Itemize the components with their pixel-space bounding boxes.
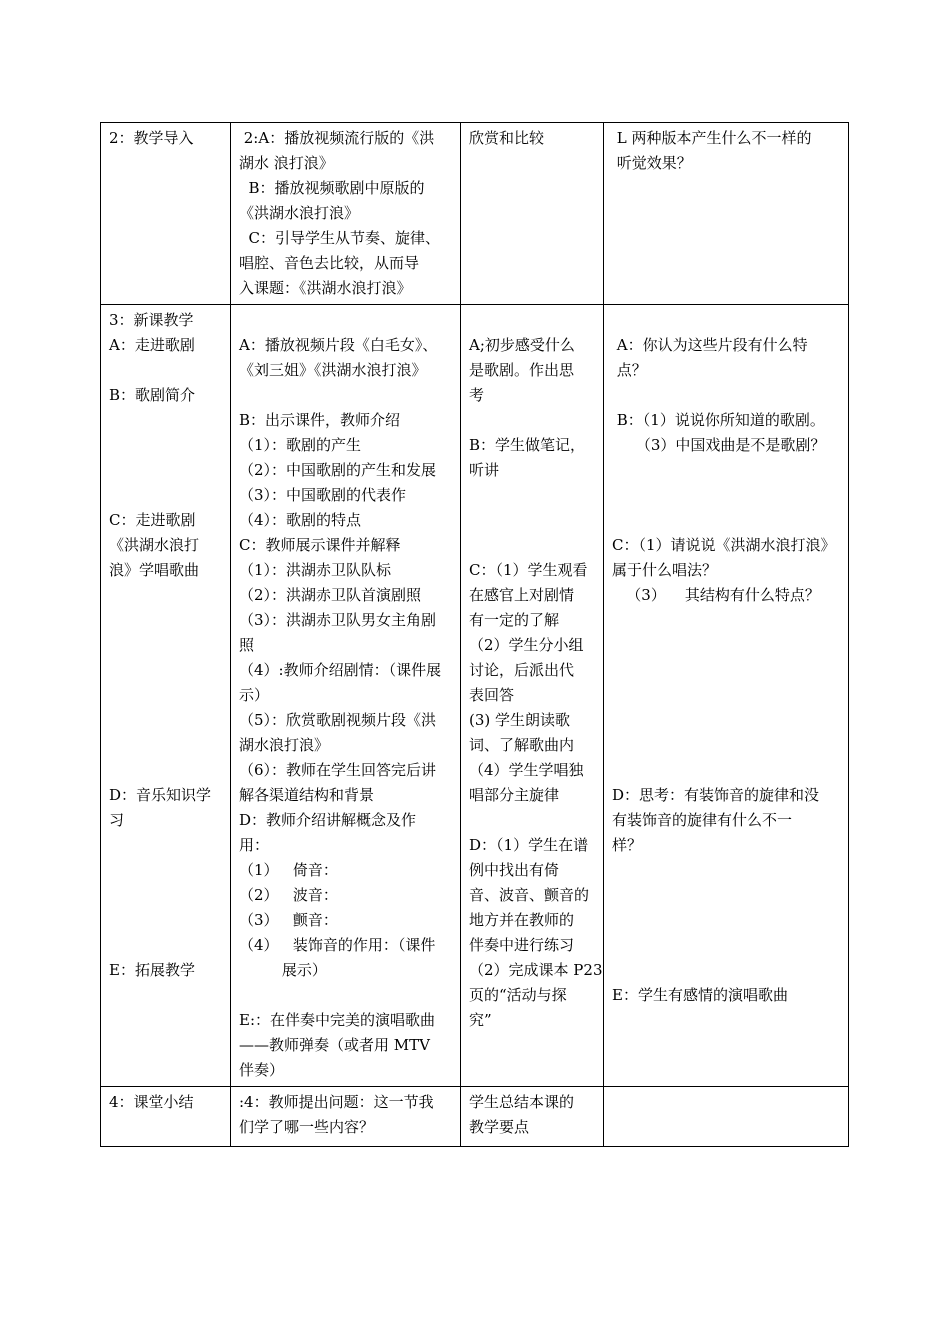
text-line: 例中找出有倚 [469, 861, 560, 879]
text-line: 音、波音、颤音的 [469, 886, 590, 904]
text-line: 浪》学唱歌曲 [109, 561, 200, 579]
teacher-activity-cell [231, 123, 461, 305]
text-line: 们学了哪一些内容？ [239, 1118, 375, 1136]
text-line: （2）：洪湖赤卫队首演剧照 [239, 586, 422, 604]
text-line: 考 [469, 386, 485, 404]
text-line: C：教师展示课件并解释 [239, 536, 401, 554]
text-line: 是歌剧。作出思 [469, 361, 575, 379]
text-line: 4：课堂小结 [109, 1093, 194, 1111]
text-line: 唱腔、音色去比较，从而导 [239, 254, 420, 272]
text-line: 听讲 [469, 461, 500, 479]
question-cell [604, 305, 849, 1087]
text-line: 湖水浪打浪》 [239, 736, 330, 754]
text-line: 学生总结本课的 [469, 1093, 575, 1111]
text-line: E：学生有感情的演唱歌曲 [612, 986, 788, 1004]
text-line: （3）：洪湖赤卫队男女主角剧 [239, 611, 437, 629]
text-line: D：（1）学生在谱 [469, 836, 589, 854]
text-line: （5）：欣赏歌剧视频片段《洪 [239, 711, 437, 729]
text-line: （4） 装饰音的作用：（课件 [239, 936, 436, 954]
text-line: ——教师弹奏（或者用 MTV [239, 1036, 430, 1054]
text-line: （2）：中国歌剧的产生和发展 [239, 461, 437, 479]
text-line: 欣赏和比较 [469, 129, 545, 147]
text-line: 唱部分主旋律 [469, 786, 560, 804]
question-cell [604, 123, 849, 305]
text-line: （4）：歌剧的特点 [239, 511, 362, 529]
text-line: （6）：教师在学生回答完后讲 [239, 761, 437, 779]
text-line: D：教师介绍讲解概念及作 [239, 811, 417, 829]
stage-cell [101, 305, 231, 1087]
text-line: 教学要点 [469, 1118, 530, 1136]
text-line: B：学生做笔记， [469, 436, 586, 454]
text-line: 2：教学导入 [109, 129, 194, 147]
text-line: B：播放视频歌剧中原版的 [239, 179, 425, 197]
text-line: 湖水 浪打浪》 [239, 154, 334, 172]
text-line: 讨论，后派出代 [469, 661, 575, 679]
text-line: 听觉效果？ [612, 154, 692, 172]
text-line: （4）:教师介绍剧情：（课件展 [239, 661, 442, 679]
text-line: 《洪湖水浪打 [109, 536, 200, 554]
student-activity-cell [461, 1087, 604, 1147]
text-line: :4：教师提出问题：这一节我 [239, 1093, 434, 1111]
text-line: C：（1）请说说《洪湖水浪打浪》 [612, 536, 836, 554]
text-line: 表回答 [469, 686, 515, 704]
text-line: A;初步感受什么 [469, 336, 575, 354]
table-row [101, 305, 849, 1087]
text-line: （2）学生分小组 [469, 636, 584, 654]
text-line: 究” [469, 1011, 492, 1029]
text-line: 示） [239, 686, 270, 704]
text-line: （4）学生学唱独 [469, 761, 584, 779]
text-line: E:：在伴奏中完美的演唱歌曲 [239, 1011, 436, 1029]
text-line: 3：新课教学 [109, 311, 194, 329]
student-activity-cell [461, 305, 604, 1087]
text-line: 有装饰音的旋律有什么不一 [612, 811, 793, 829]
student-activity-cell [461, 123, 604, 305]
text-line: 用： [239, 836, 270, 854]
text-line: C：（1）学生观看 [469, 561, 588, 579]
text-line: A：你认为这些片段有什么特 [612, 336, 808, 354]
text-line: 2:A：播放视频流行版的《洪 [239, 129, 435, 147]
text-line: 有一定的了解 [469, 611, 560, 629]
text-line: D：音乐知识学 [109, 786, 212, 804]
text-line: L 两种版本产生什么不一样的 [612, 129, 812, 147]
text-line: （1）：歌剧的产生 [239, 436, 362, 454]
text-line: B：出示课件，教师介绍 [239, 411, 401, 429]
teacher-activity-cell [231, 1087, 461, 1147]
text-line: 《洪湖水浪打浪》 [239, 204, 360, 222]
table-row [101, 123, 849, 305]
text-line: 样？ [612, 836, 643, 854]
text-line: C：走进歌剧 [109, 511, 196, 529]
text-line: 伴奏） [239, 1061, 285, 1079]
text-line: B：歌剧简介 [109, 386, 196, 404]
text-line: (3) 学生朗读歌 [469, 711, 571, 729]
text-line: 词、了解歌曲内 [469, 736, 575, 754]
text-line: A：走进歌剧 [109, 336, 195, 354]
text-line: （2） 波音： [239, 886, 338, 904]
text-line: 照 [239, 636, 255, 654]
text-line: 《刘三姐》《洪湖水浪打浪》 [239, 361, 427, 379]
text-line: A：播放视频片段《白毛女》、 [239, 336, 438, 354]
text-line: （3）：中国歌剧的代表作 [239, 486, 407, 504]
text-line: 伴奏中进行练习 [469, 936, 575, 954]
text-line: （3） 其结构有什么特点？ [612, 586, 820, 604]
text-line: 展示） [239, 961, 327, 979]
text-line: 页的“活动与探 [469, 986, 567, 1004]
lesson-plan-table [100, 122, 849, 1147]
text-line: 点？ [612, 361, 647, 379]
text-line: B：（1）说说你所知道的歌剧。 [612, 411, 825, 429]
teacher-activity-cell [231, 305, 461, 1087]
question-cell [604, 1087, 849, 1147]
text-line: E：拓展教学 [109, 961, 195, 979]
text-line: （3）中国戏曲是不是歌剧？ [612, 436, 826, 454]
text-line: 属于什么唱法？ [612, 561, 718, 579]
text-line: 地方并在教师的 [469, 911, 575, 929]
table-row [101, 1087, 849, 1147]
text-line: 解各渠道结构和背景 [239, 786, 375, 804]
text-line: 入课题：《洪湖水浪打浪》 [239, 279, 412, 297]
text-line: （2）完成课本 P23 [469, 961, 603, 979]
stage-cell [101, 1087, 231, 1147]
text-line: C：引导学生从节奏、旋律、 [239, 229, 441, 247]
stage-cell [101, 123, 231, 305]
text-line: 习 [109, 811, 125, 829]
text-line: D：思考：有装饰音的旋律和没 [612, 786, 820, 804]
text-line: （1） 倚音： [239, 861, 338, 879]
text-line: 在感官上对剧情 [469, 586, 575, 604]
text-line: （1）：洪湖赤卫队队标 [239, 561, 392, 579]
text-line: （3） 颤音： [239, 911, 338, 929]
